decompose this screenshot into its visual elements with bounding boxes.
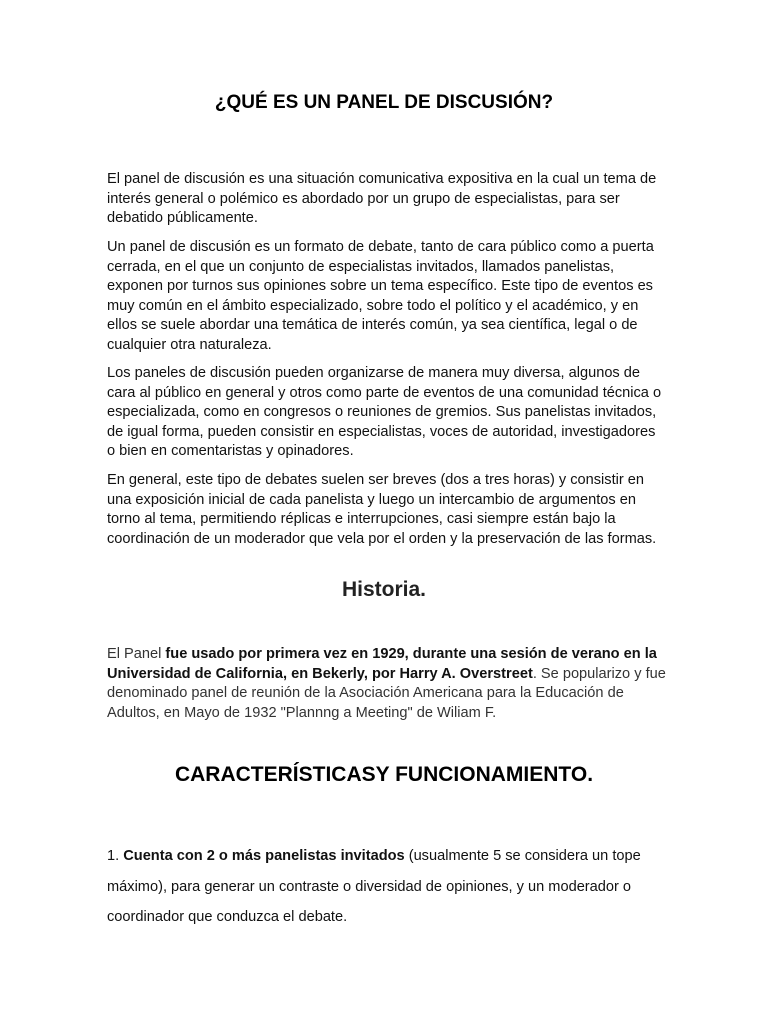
historia-intro: El Panel — [107, 646, 166, 662]
item-number: 1. — [107, 848, 124, 864]
caracteristicas-heading: CARACTERÍSTICASY FUNCIONAMIENTO. — [174, 763, 594, 786]
historia-heading: Historia. — [341, 578, 427, 601]
paragraph-organization: Los paneles de discusión pueden organizarse de manera muy diversa, algunos de cara al público en general y otros como parte de eventos de una comunidad técnica o especializada, como en congresos o reuniones de gremios. Sus panelistas invitados, de igual forma, pueden consistir en especialistas, voces de autoridad, investigadores o bien en comentaristas y opinadores. — [107, 365, 662, 460]
paragraph-general: En general, este tipo de debates suelen ser breves (dos a tres horas) y consistir en una exposición inicial de cada panelista y luego un intercambio de argumentos en torno al tema, permitiendo réplicas e interrupciones, casi siempre están bajo la coordinación de un moderador que vela por el orden y la preservación de las formas. — [107, 472, 657, 547]
paragraph-definition: El panel de discusión es una situación comunicativa expositiva en la cual un tema de interés general o polémico es abordado por un grupo de especialistas, para ser debatido públicamente. — [107, 171, 657, 227]
item-bold-text: Cuenta con 2 o más panelistas invitados — [123, 848, 405, 864]
caracteristica-item-1 — [107, 841, 667, 933]
historia-paragraph — [107, 645, 667, 723]
paragraph-format: Un panel de discusión es un formato de debate, tanto de cara público como a puerta cerrada, en el que un conjunto de especialistas invitados, llamados panelistas, exponen por turnos sus opiniones sobre un tema específico. Este tipo de eventos es muy común en el ámbito especializado, sobre todo el político y el académico, y en ellos se suele abordar una temática de interés común, ya sea científica, legal o de cualquier otra naturaleza. — [107, 239, 654, 353]
page-title: ¿QUÉ ES UN PANEL DE DISCUSIÓN? — [214, 92, 554, 113]
historia-rest: . Se popularizo y fue denominado panel de reunión de la Asociación Americana para la Educación de Adultos, en Mayo de 1932 "Plannng a Meeting" de Wiliam F. — [107, 665, 666, 721]
item-rest: (usualmente 5 se considera un tope máximo), para generar un contraste o diversidad de opiniones, y un moderador o coordinador que conduzca el debate. — [107, 848, 641, 925]
historia-bold-text: fue usado por primera vez en 1929, durante una sesión de verano en la Universidad de California, en Bekerly, por Harry A. Overstreet — [107, 646, 657, 682]
